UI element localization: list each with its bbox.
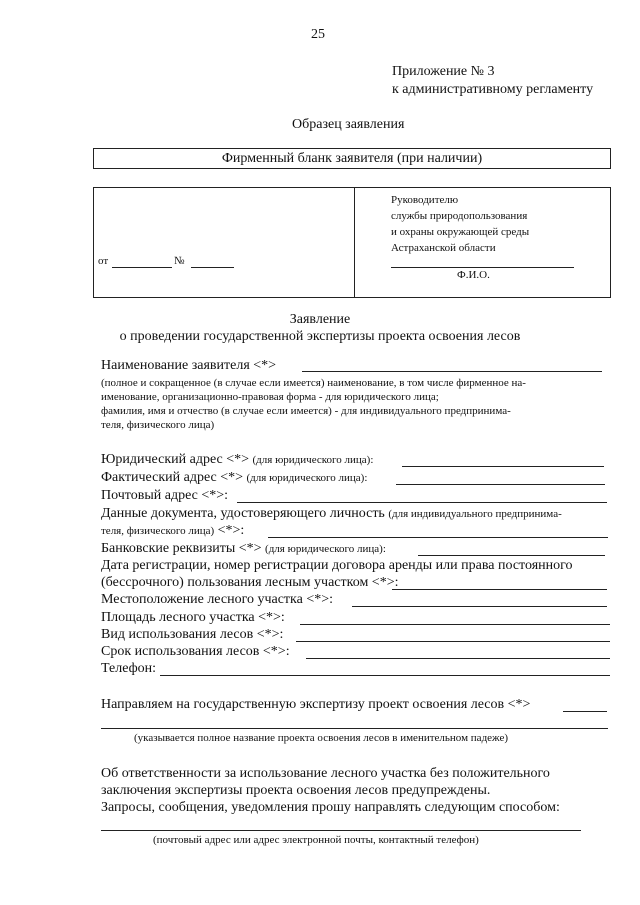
number-label: № xyxy=(174,255,185,267)
actual-address-note: (для юридического лица): xyxy=(246,472,368,484)
header-box-divider xyxy=(354,188,355,297)
fio-label: Ф.И.О. xyxy=(457,269,490,281)
identity-doc-note: (для индивидуального предпринима- xyxy=(388,508,562,520)
usage-type-line[interactable] xyxy=(296,641,610,642)
contact-method-line[interactable] xyxy=(101,830,581,831)
statement-subtitle: о проведении государственной экспертизы проекта освоения лесов xyxy=(119,329,521,344)
page-number: 25 xyxy=(311,27,325,42)
postal-address-label: Почтовый адрес <*>: xyxy=(101,488,229,503)
phone-label: Телефон: xyxy=(101,661,157,676)
area-line[interactable] xyxy=(300,624,610,625)
contact-method-note: (почтовый адрес или адрес электронной почты, контактный телефон) xyxy=(153,834,479,846)
sample-title: Образец заявления xyxy=(292,117,405,132)
responsibility-line-3: Запросы, сообщения, уведомления прошу направлять следующим способом: xyxy=(101,800,560,815)
actual-address-text: Фактический адрес <*> xyxy=(101,470,244,485)
identity-doc-text: Данные документа, удостоверяющего личность xyxy=(101,506,385,521)
project-line-short[interactable] xyxy=(563,711,607,712)
applicant-note-3: фамилия, имя и отчество (в случае если имеется) - для индивидуального предпринима- xyxy=(101,405,511,417)
appendix-line-1: Приложение № 3 xyxy=(392,64,495,79)
from-label: от xyxy=(98,255,109,267)
recipient-line-1: Руководителю xyxy=(391,194,459,206)
number-line xyxy=(191,267,234,268)
appendix-line-2: к административному регламенту xyxy=(392,82,594,97)
recipient-line-2: службы природопользования xyxy=(391,210,528,222)
from-date-line xyxy=(112,267,172,268)
phone-line[interactable] xyxy=(160,675,610,676)
letterhead-box xyxy=(93,148,611,169)
legal-address-note: (для юридического лица): xyxy=(252,454,374,466)
legal-address-label xyxy=(101,452,373,468)
registration-line-1: Дата регистрации, номер регистрации договора аренды или права постоянного xyxy=(101,558,573,573)
project-text: Направляем на государственную экспертизу проект освоения лесов <*> xyxy=(101,697,531,712)
project-note: (указывается полное название проекта освоения лесов в именительном падеже) xyxy=(134,732,509,744)
applicant-label: Наименование заявителя <*> xyxy=(101,358,277,373)
applicant-note-4: теля, физического лица) xyxy=(101,419,215,431)
recipient-line-4: Астраханской области xyxy=(391,242,496,254)
fio-line xyxy=(391,267,574,268)
applicant-note-1: (полное и сокращенное (в случае если имеется) наименование, в том числе фирменное на- xyxy=(101,377,526,389)
bank-note: (для юридического лица): xyxy=(265,543,386,555)
usage-term-label: Срок использования лесов <*>: xyxy=(101,644,290,659)
recipient-line-3: и охраны окружающей среды xyxy=(391,226,530,238)
postal-address-line[interactable] xyxy=(237,502,607,503)
letterhead-label: Фирменный бланк заявителя (при наличии) xyxy=(221,151,483,166)
area-label: Площадь лесного участка <*>: xyxy=(101,610,285,625)
usage-type-label: Вид использования лесов <*>: xyxy=(101,627,284,642)
responsibility-line-2: заключения экспертизы проекта освоения лесов предупреждены. xyxy=(101,783,491,798)
location-label: Местоположение лесного участка <*>: xyxy=(101,592,334,607)
identity-doc-label-2 xyxy=(101,523,244,539)
statement-title: Заявление xyxy=(289,312,351,327)
identity-doc-label xyxy=(101,506,562,522)
responsibility-line-1: Об ответственности за использование лесного участка без положительного xyxy=(101,766,550,781)
usage-term-line[interactable] xyxy=(306,658,610,659)
bank-label xyxy=(101,541,386,557)
legal-address-line[interactable] xyxy=(402,466,604,467)
bank-text: Банковские реквизиты <*> xyxy=(101,541,262,556)
identity-doc-suffix: <*>: xyxy=(217,523,245,538)
bank-line[interactable] xyxy=(418,555,605,556)
applicant-note-2: именование, организационно-правовая форма - для юридического лица; xyxy=(101,391,439,403)
location-line[interactable] xyxy=(352,606,607,607)
header-box xyxy=(93,187,611,298)
identity-doc-note-2: теля, физического лица) xyxy=(101,525,215,537)
project-line-long[interactable] xyxy=(101,728,608,729)
identity-doc-line[interactable] xyxy=(268,537,608,538)
legal-address-text: Юридический адрес <*> xyxy=(101,452,250,467)
registration-line-2: (бессрочного) пользования лесным участком <*>: xyxy=(101,575,399,590)
registration-line[interactable] xyxy=(392,589,607,590)
actual-address-line[interactable] xyxy=(396,484,605,485)
applicant-line[interactable] xyxy=(302,371,602,372)
actual-address-label xyxy=(101,470,367,486)
